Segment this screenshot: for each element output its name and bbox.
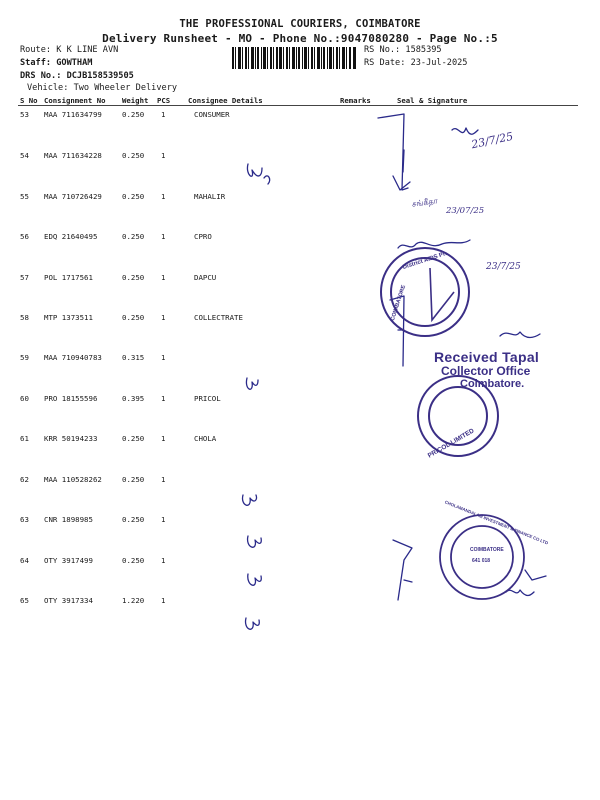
col-seal: Seal & Signature — [397, 96, 468, 105]
row-sno: 62 — [20, 475, 29, 484]
row-pcs: 1 — [161, 556, 166, 565]
row-consignment: EDQ 21640495 — [44, 232, 98, 241]
runsheet-subtitle: Delivery Runsheet - MO - Phone No.:9047080280 - Page No.:5 — [102, 32, 498, 45]
row-sno: 56 — [20, 232, 29, 241]
row-pcs: 1 — [161, 475, 166, 484]
stamp-coimbatore-ring-text: COIMBATORE — [389, 284, 408, 322]
stamp-chola-center: COIMBATORE — [470, 547, 504, 553]
row-consignee: PRICOL — [194, 394, 221, 403]
row-pcs: 1 — [161, 313, 166, 322]
stamp-collector-office: Collector Office — [441, 364, 531, 378]
row-pcs: 1 — [161, 596, 166, 605]
initials-scribble-63 — [243, 495, 257, 505]
row-consignee: MAHALIR — [194, 192, 226, 201]
row-sno: 65 — [20, 596, 29, 605]
row-weight: 0.250 — [122, 313, 145, 322]
row-pcs: 1 — [161, 192, 166, 201]
remarks-bracket-hook — [393, 176, 410, 190]
row-sno: 55 — [20, 192, 29, 201]
table-row — [0, 313, 600, 325]
row-weight: 0.250 — [122, 475, 145, 484]
row-weight: 0.250 — [122, 232, 145, 241]
row-consignment: CNR 1898985 — [44, 515, 93, 524]
signature-row-59 — [500, 332, 540, 338]
row-sno: 59 — [20, 353, 29, 362]
row-consignment: OTY 3917499 — [44, 556, 93, 565]
row-consignment: MAA 711634799 — [44, 110, 102, 119]
row-sno: 60 — [20, 394, 29, 403]
row-consignment: MAA 711634228 — [44, 151, 102, 160]
staff-label: Staff: GOWTHAM — [20, 58, 93, 68]
row-pcs: 1 — [161, 232, 166, 241]
row-consignment: MTP 1373511 — [44, 313, 93, 322]
stamp-chola-pin: 641 018 — [472, 558, 491, 564]
initials-scribble-60 — [246, 378, 258, 389]
row-consignment: MAA 710726429 — [44, 192, 102, 201]
stamp-received-tapal: Received Tapal — [434, 349, 540, 365]
row-sno: 58 — [20, 313, 29, 322]
row-consignment: MAA 110528262 — [44, 475, 102, 484]
col-sno: S No — [20, 96, 38, 105]
row-weight: 1.220 — [122, 596, 145, 605]
row-weight: 0.315 — [122, 353, 145, 362]
rs-date: RS Date: 23-Jul-2025 — [364, 58, 468, 68]
rs-number: RS No.: 1585395 — [364, 45, 442, 55]
table-row — [0, 151, 600, 163]
stamp-dist-aids-text: District AIDS Pr. — [402, 251, 448, 271]
row-sno: 54 — [20, 151, 29, 160]
table-row — [0, 110, 600, 122]
row-weight: 0.250 — [122, 151, 145, 160]
row-sno: 57 — [20, 273, 29, 282]
table-row — [0, 353, 600, 365]
initials-scribble-65 — [246, 618, 260, 629]
stamp-pricol-ring: PRICOL LIMITED — [426, 427, 476, 460]
company-title: THE PROFESSIONAL COURIERS, COIMBATORE — [179, 18, 421, 30]
row-consignment: PRO 18155596 — [44, 394, 98, 403]
initials-scribble-64b — [248, 574, 261, 585]
header-divider — [18, 105, 578, 106]
table-row — [0, 434, 600, 446]
col-weight: Weight — [122, 96, 149, 105]
signature-tamil: சங்கீதா — [411, 196, 439, 209]
row-weight: 0.250 — [122, 192, 145, 201]
row-weight: 0.395 — [122, 394, 145, 403]
table-row — [0, 273, 600, 285]
route-label: Route: K K LINE AVN — [20, 45, 119, 55]
row-consignment: KRR 50194233 — [44, 434, 98, 443]
signature-row-53 — [452, 128, 478, 134]
col-consignment: Consignment No — [44, 96, 106, 105]
drs-number: DRS No.: DCJB158539505 — [20, 71, 134, 81]
initials-scribble-54 — [247, 164, 269, 184]
vehicle-label: Vehicle: Two Wheeler Delivery — [27, 83, 178, 93]
row-consignment: MAA 710940783 — [44, 353, 102, 362]
stamp-coimbatore-city: Coimbatore. — [460, 378, 525, 390]
row-pcs: 1 — [161, 110, 166, 119]
row-consignee: CPRO — [194, 232, 212, 241]
row-pcs: 1 — [161, 434, 166, 443]
signature-date-3: 23/7/25 — [486, 262, 521, 272]
row-pcs: 1 — [161, 394, 166, 403]
col-pcs: PCS — [157, 96, 171, 105]
row-weight: 0.250 — [122, 515, 145, 524]
row-consignee: CONSUMER — [194, 110, 230, 119]
signature-row-62 — [525, 570, 546, 580]
row-sno: 64 — [20, 556, 29, 565]
table-row — [0, 394, 600, 406]
row-consignee: COLLECTRATE — [194, 313, 243, 322]
row-consignee: CHOLA — [194, 434, 217, 443]
row-pcs: 1 — [161, 273, 166, 282]
table-row — [0, 596, 600, 608]
initials-scribble-64 — [248, 536, 262, 547]
table-row — [0, 192, 600, 204]
row-sno: 53 — [20, 110, 29, 119]
table-row — [0, 556, 600, 568]
row-sno: 63 — [20, 515, 29, 524]
signature-date-1: 23/7/25 — [470, 129, 515, 152]
col-consignee: Consignee Details — [188, 96, 263, 105]
row-pcs: 1 — [161, 151, 166, 160]
remarks-bracket-mark-3 — [393, 540, 412, 600]
row-consignment: OTY 3917334 — [44, 596, 93, 605]
row-pcs: 1 — [161, 353, 166, 362]
row-weight: 0.250 — [122, 556, 145, 565]
signature-date-2: 23/07/25 — [446, 206, 485, 216]
table-row — [0, 475, 600, 487]
row-weight: 0.250 — [122, 434, 145, 443]
row-weight: 0.250 — [122, 110, 145, 119]
barcode-image — [232, 47, 356, 69]
row-pcs: 1 — [161, 515, 166, 524]
row-consignee: DAPCU — [194, 273, 217, 282]
row-sno: 61 — [20, 434, 29, 443]
signature-row-65 — [506, 590, 534, 596]
col-remarks: Remarks — [340, 96, 371, 105]
row-weight: 0.250 — [122, 273, 145, 282]
table-row — [0, 232, 600, 244]
table-row — [0, 515, 600, 527]
stamp-chola-ring: CHOLAMANDALAM INVESTMENT & FINANCE CO LTD — [444, 499, 549, 546]
row-consignment: POL 1717561 — [44, 273, 93, 282]
